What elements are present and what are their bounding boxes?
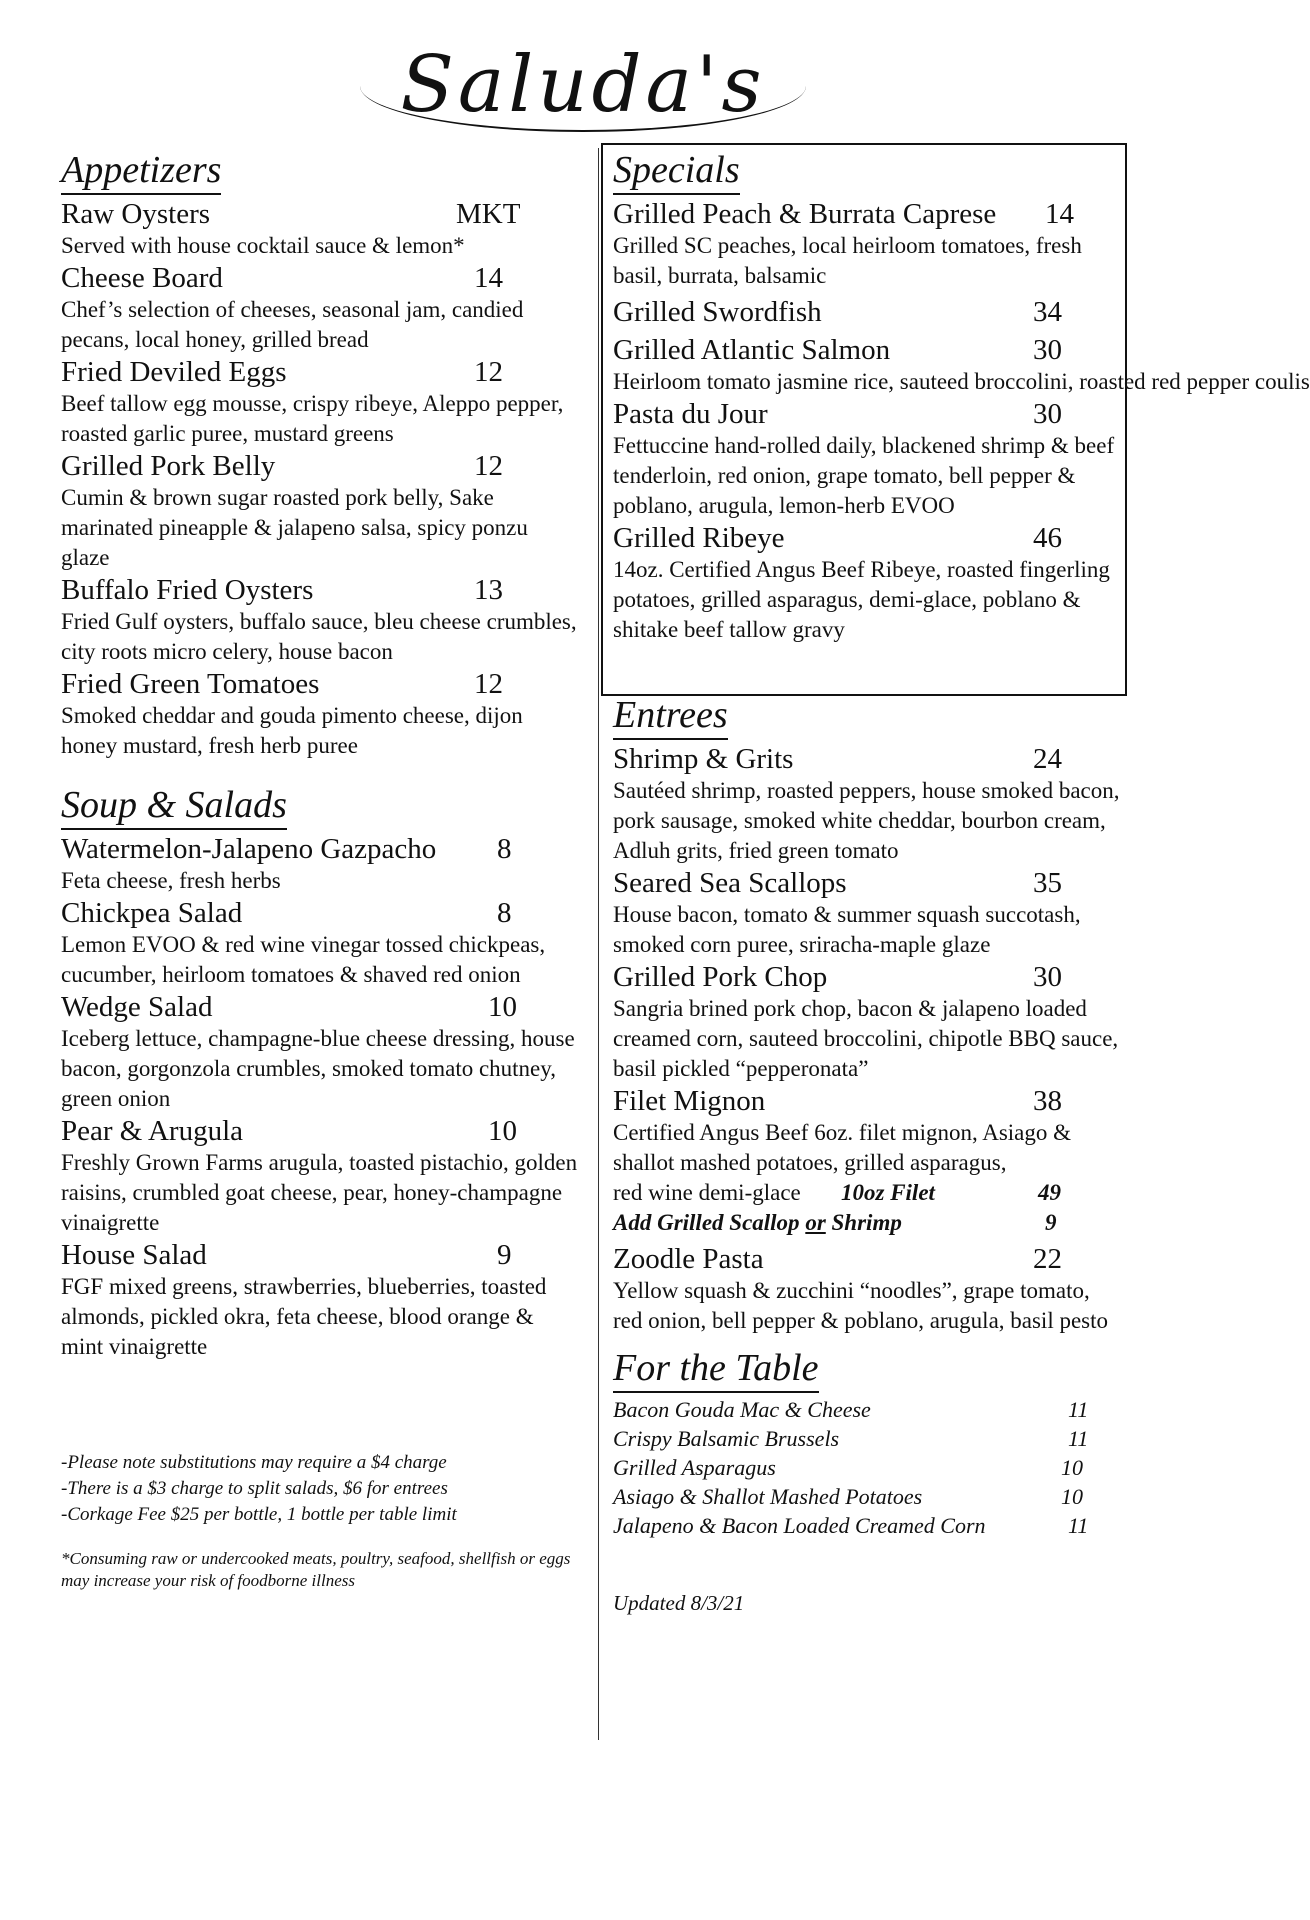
side-item: Crispy Balsamic Brussels 11 (613, 1426, 1089, 1451)
item-price: 35 (1033, 867, 1062, 899)
item-desc: Grilled SC peaches, local heirloom tomatoes, fresh basil, burrata, balsamic (613, 233, 1082, 288)
note-line: -There is a $3 charge to split salads, $6 for entrees (61, 1478, 448, 1499)
entrees-title: Entrees (613, 693, 728, 740)
item-name: Grilled Peach & Burrata Caprese (613, 198, 997, 230)
menu-item (61, 1238, 581, 1362)
item-desc: Certified Angus Beef 6oz. filet mignon, Asiago & shallot mashed potatoes, grilled asparagus, (613, 1120, 1072, 1175)
item-desc: Sangria brined pork chop, bacon & jalapeno loaded creamed corn, sauteed broccolini, chipotle BBQ sauce, basil pickled “pepperonata” (613, 996, 1119, 1081)
item-desc: Iceberg lettuce, champagne-blue cheese dressing, house bacon, gorgonzola crumbles, smoked tomato chutney, green onion (61, 1026, 575, 1111)
item-name: Pasta du Jour (613, 398, 768, 430)
right-column (613, 148, 1310, 1616)
menu-item (613, 397, 1123, 521)
addon-prefix: Add Grilled Scallop (613, 1210, 806, 1235)
item-desc: Freshly Grown Farms arugula, toasted pistachio, golden raisins, crumbled goat cheese, pear, honey-champagne vinaigrette (61, 1150, 578, 1235)
filet-demi: red wine demi-glace (613, 1180, 801, 1205)
menu-item (613, 866, 1123, 960)
menu-item (61, 197, 581, 261)
item-name: Fried Deviled Eggs (61, 356, 287, 388)
menu-item (61, 990, 581, 1114)
item-desc: Served with house cocktail sauce & lemon* (61, 233, 465, 258)
menu-item (613, 333, 1310, 397)
menu-item (61, 1114, 581, 1238)
item-price: 22 (1033, 1243, 1062, 1275)
specials-title: Specials (613, 148, 740, 195)
menu-item (613, 197, 1123, 291)
menu-item (61, 667, 581, 761)
item-price: 13 (474, 574, 503, 606)
policy-notes (61, 1450, 581, 1528)
item-price: 24 (1033, 743, 1062, 775)
item-price: 8 (497, 897, 512, 929)
restaurant-logo: Saluda's (0, 40, 1166, 130)
menu-item (61, 832, 581, 896)
item-desc: Smoked cheddar and gouda pimento cheese, dijon honey mustard, fresh herb puree (61, 703, 523, 758)
item-name: Shrimp & Grits (613, 743, 794, 775)
item-name: Grilled Pork Chop (613, 961, 828, 993)
item-name: Grilled Ribeye (613, 522, 785, 554)
item-name: Filet Mignon (613, 1085, 766, 1117)
filet-option-row (613, 1178, 1123, 1208)
item-desc: Heirloom tomato jasmine rice, sauteed broccolini, roasted red pepper coulis (613, 369, 1310, 394)
item-price: 14 (474, 262, 503, 294)
item-price: 12 (474, 668, 503, 700)
item-desc: Lemon EVOO & red wine vinegar tossed chickpeas, cucumber, heirloom tomatoes & shaved red onion (61, 932, 546, 987)
item-price: 34 (1033, 296, 1062, 328)
side-item: Jalapeno & Bacon Loaded Creamed Corn 11 (613, 1513, 1089, 1538)
soups-title: Soup & Salads (61, 783, 287, 830)
item-price: 10 (488, 1115, 517, 1147)
item-desc: Cumin & brown sugar roasted pork belly, Sake marinated pineapple & jalapeno salsa, spicy ponzu glaze (61, 485, 528, 570)
item-desc: Fettuccine hand-rolled daily, blackened shrimp & beef tenderloin, red onion, grape tomato, bell pepper & poblano, arugula, lemon-herb EVOO (613, 433, 1115, 518)
item-name: Seared Sea Scallops (613, 867, 847, 899)
menu-item (61, 261, 581, 355)
menu-item (61, 896, 581, 990)
item-name: Grilled Pork Belly (61, 450, 276, 482)
item-price: 38 (1033, 1085, 1062, 1117)
item-name: Wedge Salad (61, 991, 213, 1023)
item-desc: Fried Gulf oysters, buffalo sauce, bleu cheese crumbles, city roots micro celery, house bacon (61, 609, 577, 664)
item-name: Watermelon-Jalapeno Gazpacho (61, 833, 437, 865)
note-line: -Please note substitutions may require a $4 charge (61, 1452, 447, 1473)
item-price: 12 (474, 450, 503, 482)
filet-upgrade-name: 10oz Filet (841, 1180, 935, 1205)
addon-or: or (805, 1210, 826, 1235)
item-desc: 14oz. Certified Angus Beef Ribeye, roasted fingerling potatoes, grilled asparagus, demi-glace, poblano & shitake beef tallow gravy (613, 557, 1110, 642)
addon-price: 9 (1045, 1210, 1057, 1235)
side-item: Grilled Asparagus 10 (613, 1455, 1083, 1480)
item-desc: FGF mixed greens, strawberries, blueberries, toasted almonds, pickled okra, feta cheese, blood orange & mint vinaigrette (61, 1274, 547, 1359)
note-line: -Corkage Fee $25 per bottle, 1 bottle per table limit (61, 1504, 457, 1525)
item-price: 10 (488, 991, 517, 1023)
item-desc: House bacon, tomato & summer squash succotash, smoked corn puree, sriracha-maple glaze (613, 902, 1081, 957)
item-desc: Feta cheese, fresh herbs (61, 868, 281, 893)
item-name: House Salad (61, 1239, 207, 1271)
menu-item (613, 521, 1123, 645)
menu-item (61, 573, 581, 667)
side-item: Bacon Gouda Mac & Cheese 11 (613, 1397, 1089, 1422)
item-desc: Sautéed shrimp, roasted peppers, house smoked bacon, pork sausage, smoked white cheddar, bourbon cream, Adluh grits, fried green tomato (613, 778, 1120, 863)
item-price: 30 (1033, 398, 1062, 430)
menu-item (613, 295, 1123, 329)
item-desc: Chef’s selection of cheeses, seasonal jam, candied pecans, local honey, grilled bread (61, 297, 524, 352)
appetizers-title: Appetizers (61, 148, 221, 195)
item-price: 14 (1045, 198, 1074, 230)
item-price: MKT (456, 198, 521, 230)
menu-item (613, 742, 1123, 866)
item-desc: Yellow squash & zucchini “noodles”, grape tomato, red onion, bell pepper & poblano, arugula, basil pesto (613, 1278, 1109, 1333)
consumption-warning: *Consuming raw or undercooked meats, poultry, seafood, shellfish or eggs may increase your risk of foodborne illness (61, 1549, 571, 1590)
left-column (61, 148, 581, 1592)
sides-list (613, 1395, 1123, 1540)
item-price: 8 (497, 833, 512, 865)
item-name: Pear & Arugula (61, 1115, 244, 1147)
item-price: 9 (497, 1239, 512, 1271)
item-name: Grilled Atlantic Salmon (613, 334, 891, 366)
menu-item (613, 1242, 1123, 1336)
item-name: Buffalo Fried Oysters (61, 574, 314, 606)
addon-suffix: Shrimp (825, 1210, 902, 1235)
updated-date: Updated 8/3/21 (613, 1591, 745, 1615)
column-divider (598, 148, 599, 1740)
item-desc: Beef tallow egg mousse, crispy ribeye, Aleppo pepper, roasted garlic puree, mustard greens (61, 391, 564, 446)
item-price: 46 (1033, 522, 1062, 554)
filet-addon-row (613, 1208, 1123, 1238)
item-name: Cheese Board (61, 262, 223, 294)
menu-item (61, 449, 581, 573)
side-item: Asiago & Shallot Mashed Potatoes 10 (613, 1484, 1083, 1509)
item-price: 30 (1033, 334, 1062, 366)
menu-item (613, 960, 1123, 1084)
filet-upgrade-price: 49 (1038, 1180, 1061, 1205)
item-price: 30 (1033, 961, 1062, 993)
item-name: Fried Green Tomatoes (61, 668, 320, 700)
item-name: Chickpea Salad (61, 897, 243, 929)
table-title: For the Table (613, 1346, 819, 1393)
menu-item (613, 1084, 1123, 1238)
item-name: Raw Oysters (61, 198, 211, 230)
menu-item (61, 355, 581, 449)
item-name: Grilled Swordfish (613, 296, 822, 328)
item-name: Zoodle Pasta (613, 1243, 764, 1275)
item-price: 12 (474, 356, 503, 388)
